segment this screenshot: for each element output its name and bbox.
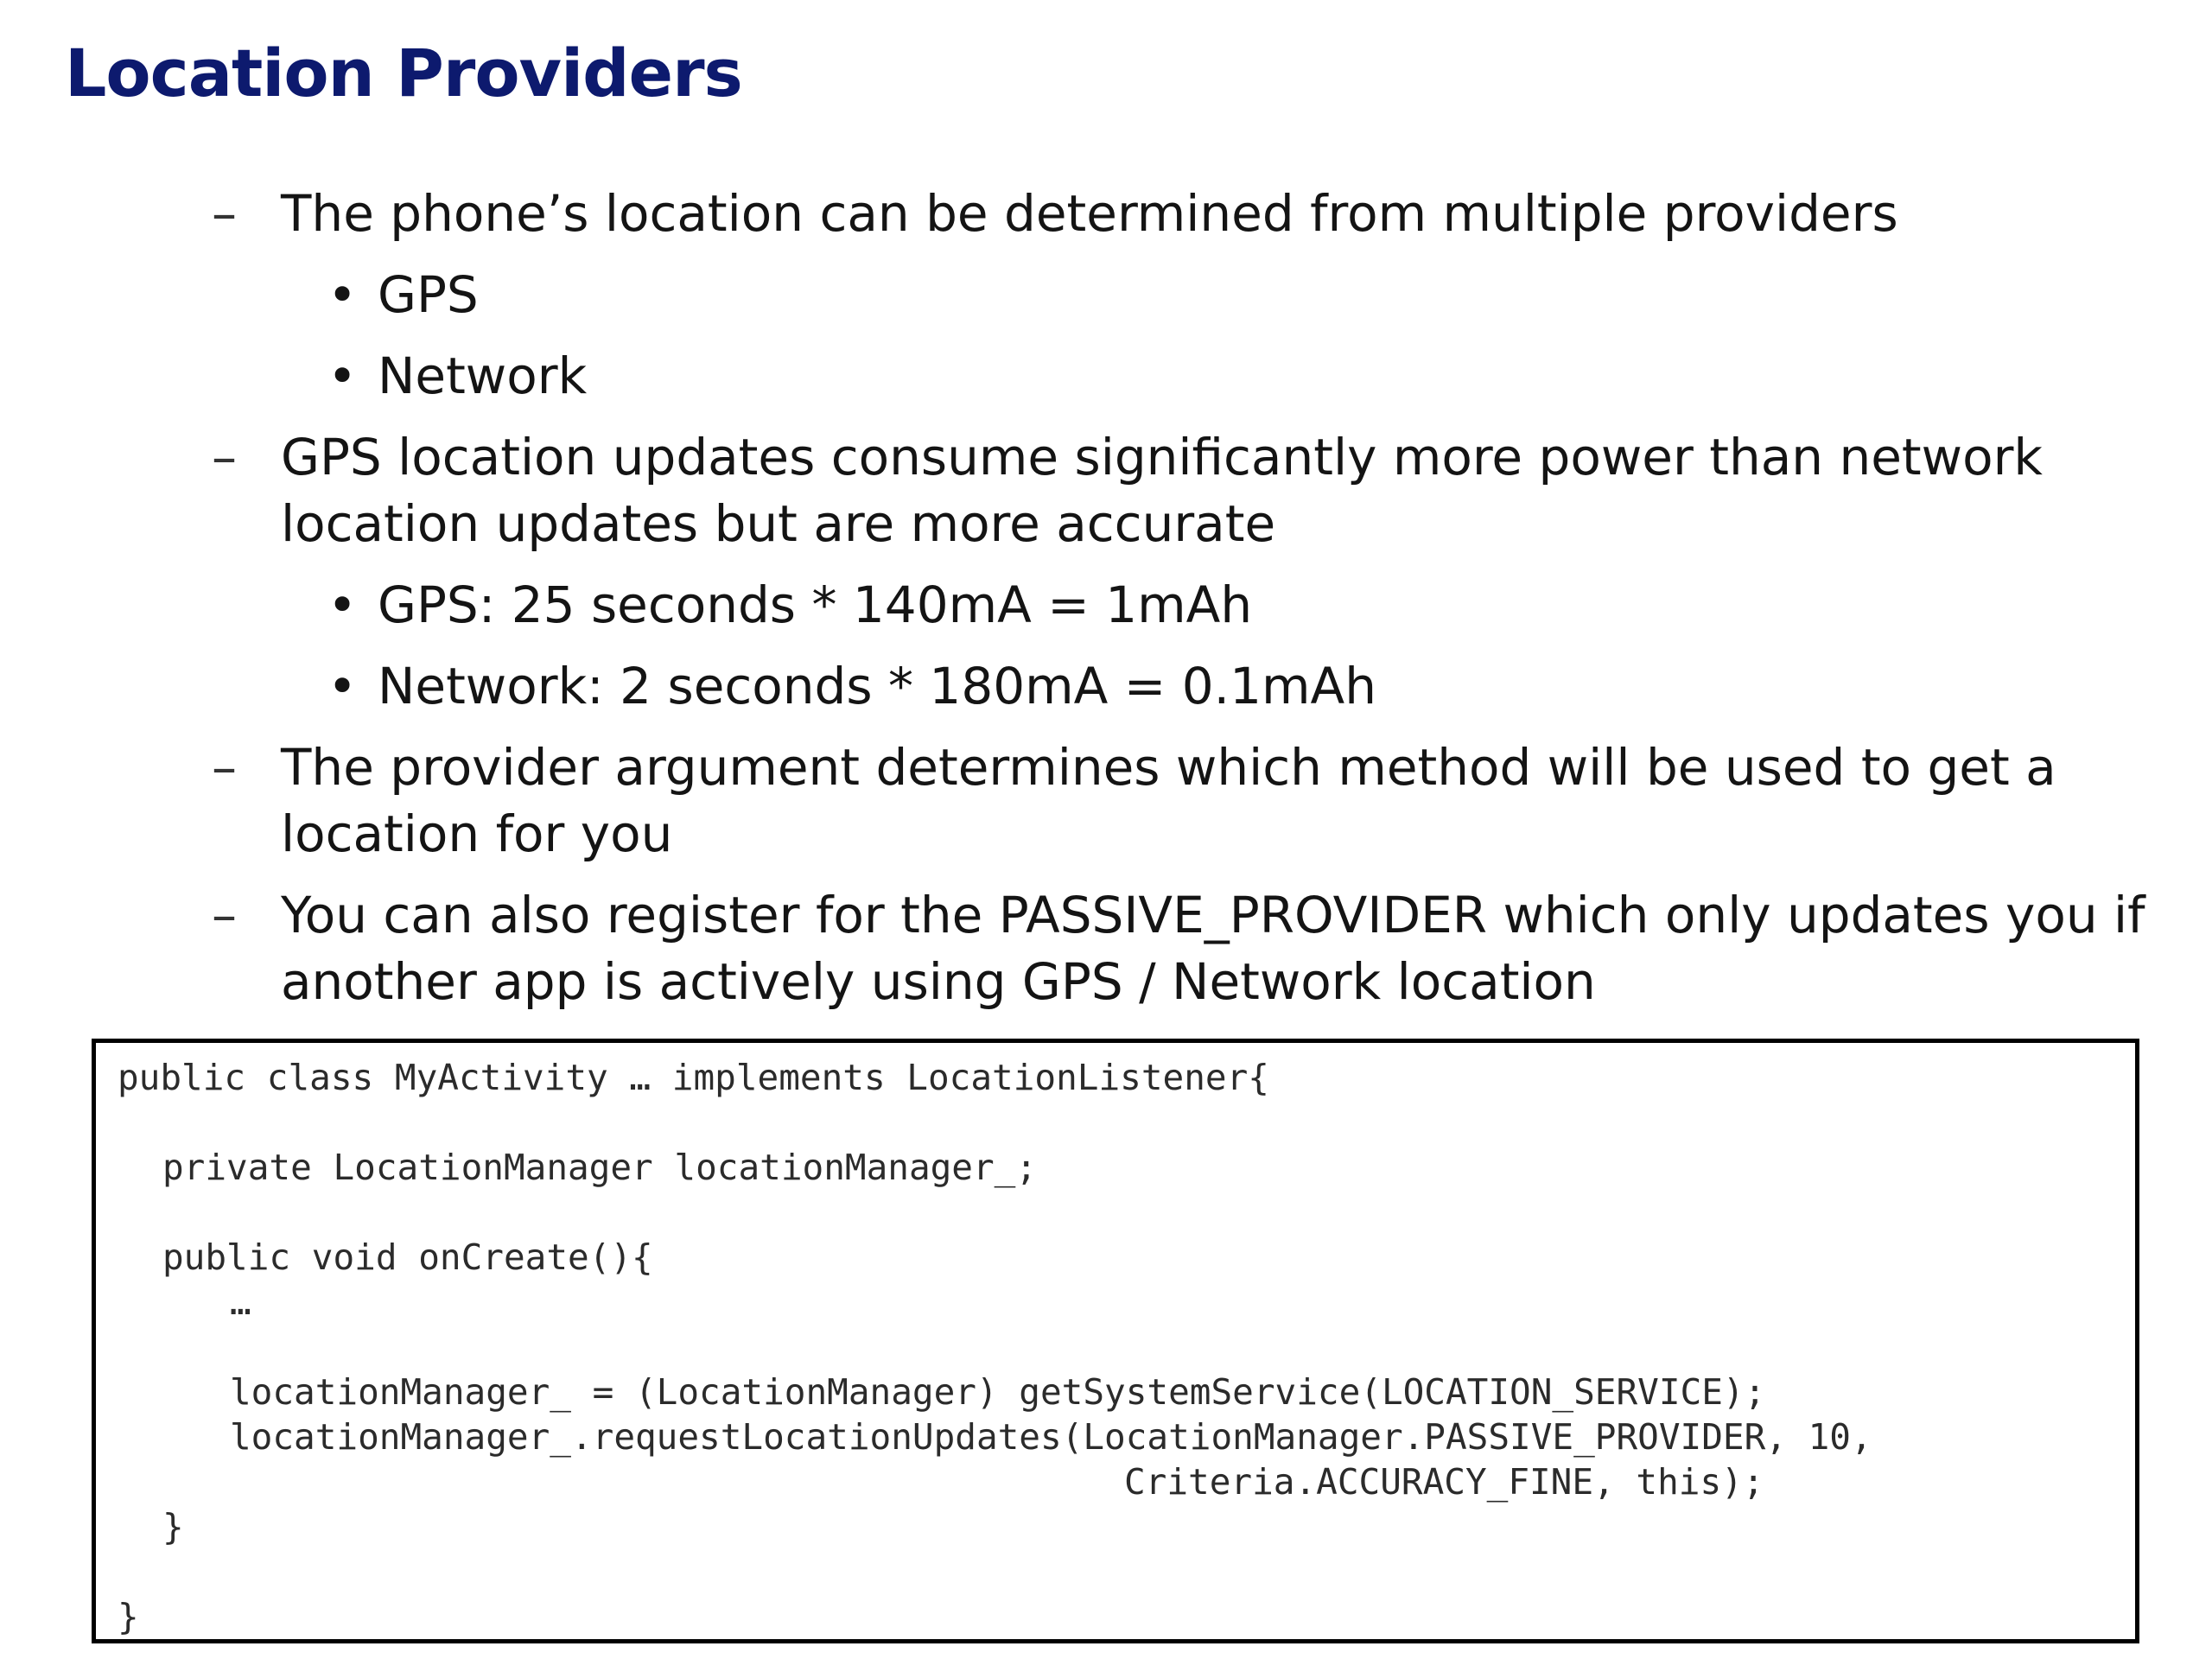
- sub-bullet-network: [327, 342, 588, 410]
- bullet-provider-argument-continued: [281, 800, 672, 868]
- bullet-text: location for you: [281, 804, 673, 863]
- bullet-provider-argument: [212, 734, 2056, 801]
- bullet-text: The provider argument determines which method will be used to get a: [281, 738, 2056, 797]
- dash-marker: –: [212, 184, 237, 243]
- bullet-providers: [212, 180, 1898, 247]
- sub-bullet-gps: [327, 261, 479, 328]
- sub-bullet-text: Network: [378, 346, 588, 405]
- dash-marker: –: [212, 886, 237, 944]
- bullet-text: The phone’s location can be determined from multiple providers: [281, 184, 1898, 243]
- code-line: private LocationManager locationManager_;: [162, 1147, 1038, 1188]
- dot-marker: •: [327, 265, 358, 324]
- code-line: …: [230, 1281, 251, 1323]
- bullet-passive-provider-continued: [281, 948, 1596, 1015]
- sub-bullet-text: GPS: 25 seconds * 140mA = 1mAh: [378, 575, 1253, 634]
- dot-marker: •: [327, 346, 358, 405]
- slide-title: Location Providers: [65, 35, 742, 111]
- dash-marker: –: [212, 428, 237, 486]
- code-line: }: [162, 1506, 184, 1548]
- sub-bullet-network-power: [327, 652, 1376, 720]
- dash-marker: –: [212, 738, 237, 797]
- code-block: [92, 1039, 2139, 1643]
- bullet-power-continued: [281, 490, 1275, 557]
- code-line: public void onCreate(){: [162, 1236, 653, 1278]
- code-line: public class MyActivity … implements LocationListener{: [118, 1057, 1269, 1098]
- bullet-text: location updates but are more accurate: [281, 494, 1276, 553]
- code-line: locationManager_ = (LocationManager) getSystemService(LOCATION_SERVICE);: [230, 1371, 1766, 1413]
- sub-bullet-gps-power: [327, 571, 1253, 639]
- dot-marker: •: [327, 657, 358, 715]
- bullet-text: You can also register for the PASSIVE_PROVIDER which only updates you if: [281, 886, 2145, 944]
- bullet-text: another app is actively using GPS / Network location: [281, 952, 1596, 1011]
- dot-marker: •: [327, 575, 358, 634]
- bullet-text: GPS location updates consume significantly more power than network: [281, 428, 2044, 486]
- code-line: locationManager_.requestLocationUpdates(LocationManager.PASSIVE_PROVIDER, 10,: [230, 1416, 1872, 1458]
- bullet-passive-provider: [212, 881, 2145, 949]
- code-line: Criteria.ACCURACY_FINE, this);: [1124, 1461, 1764, 1503]
- code-line: }: [118, 1596, 139, 1637]
- bullet-power: [212, 423, 2044, 491]
- sub-bullet-text: Network: 2 seconds * 180mA = 0.1mAh: [378, 657, 1376, 715]
- sub-bullet-text: GPS: [378, 265, 479, 324]
